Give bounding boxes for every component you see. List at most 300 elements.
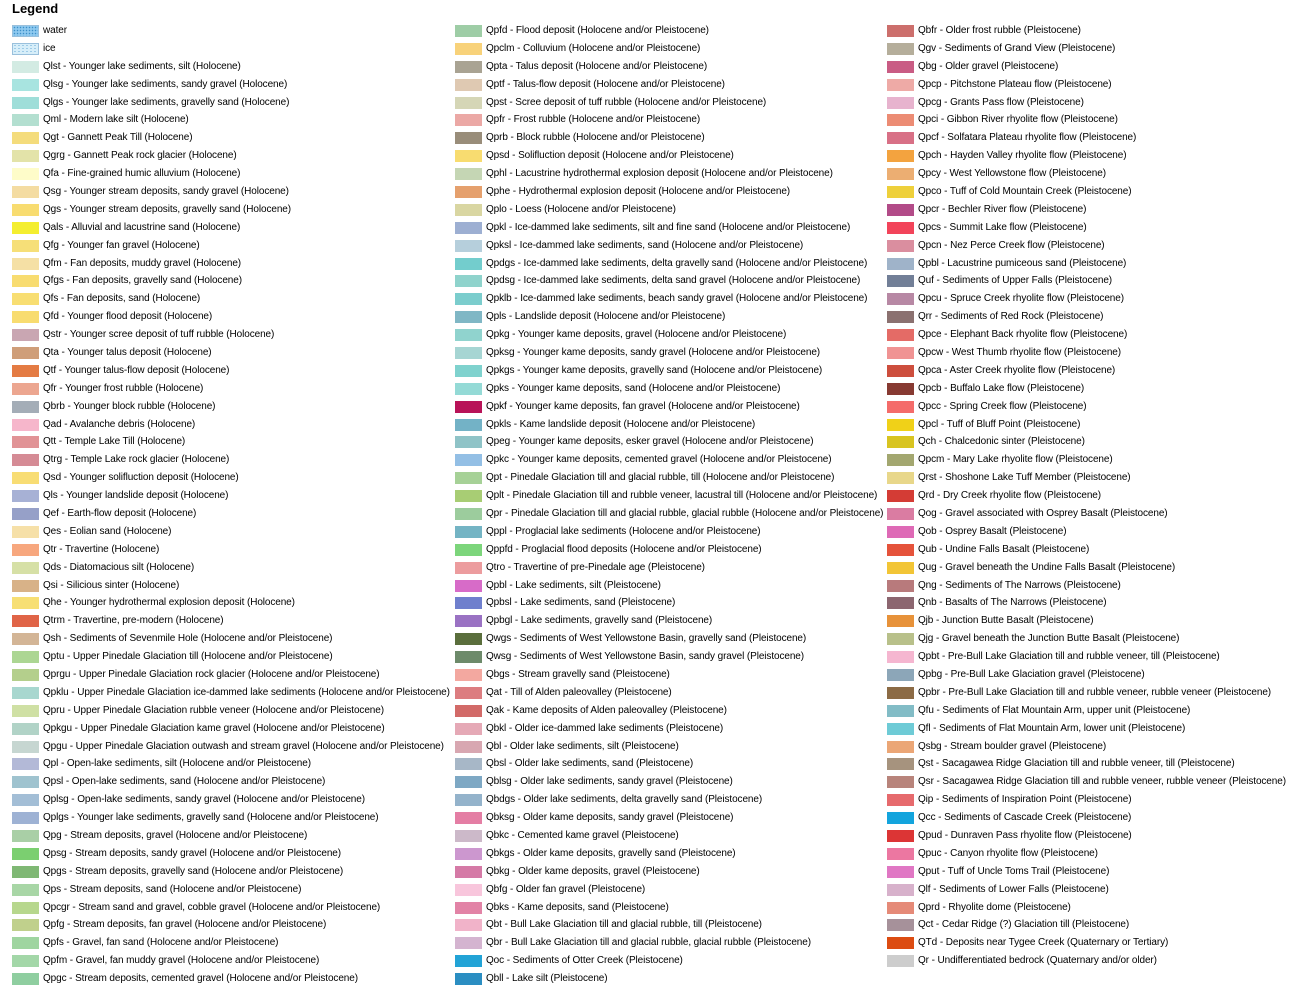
legend-item: [455, 612, 883, 630]
legend-item: [455, 22, 883, 40]
legend-item: [455, 362, 883, 380]
legend-item: [12, 523, 450, 541]
legend-label: Qpcf - Solfatara Plateau rhyolite flow (Pleistocene): [918, 132, 1137, 144]
legend-item: [887, 684, 1286, 702]
legend-item: [455, 899, 883, 917]
legend-swatch: [455, 562, 482, 574]
legend-label: Qpbgl - Lake sediments, gravelly sand (Pleistocene): [486, 615, 713, 627]
legend-item: [455, 147, 883, 165]
legend-swatch: [12, 150, 39, 162]
legend-item: [887, 344, 1286, 362]
legend-item: [12, 720, 450, 738]
legend-item: [887, 111, 1286, 129]
legend-label: Qpfr - Frost rubble (Holocene and/or Pleistocene): [486, 114, 701, 126]
legend-label: Qnb - Basalts of The Narrows (Pleistocene): [918, 597, 1107, 609]
legend-label: Qrd - Dry Creek rhyolite flow (Pleistocene): [918, 490, 1101, 502]
legend-label: Qpklb - Ice-dammed lake sediments, beach sandy gravel (Holocene and/or Pleistocene): [486, 293, 868, 305]
legend-item: [12, 165, 450, 183]
legend-swatch: [455, 651, 482, 663]
legend-label: Qpsd - Solifluction deposit (Holocene and/or Pleistocene): [486, 150, 734, 162]
legend-swatch: [887, 472, 914, 484]
legend-item: [455, 863, 883, 881]
legend-item: [887, 165, 1286, 183]
legend-swatch: [887, 651, 914, 663]
legend-item: [887, 147, 1286, 165]
legend-item: [12, 738, 450, 756]
legend-label: Qng - Sediments of The Narrows (Pleistocene): [918, 579, 1121, 591]
legend-swatch: [12, 401, 39, 413]
legend-swatch: [455, 186, 482, 198]
legend-label: Qpl - Open-lake sediments, silt (Holocene and/or Pleistocene): [43, 758, 311, 770]
legend-swatch: [12, 794, 39, 806]
legend-item: [12, 380, 450, 398]
legend-item: [455, 201, 883, 219]
legend-item: [455, 630, 883, 648]
legend-item: [455, 255, 883, 273]
legend-label: Qbll - Lake silt (Pleistocene): [486, 973, 608, 985]
legend-item: [12, 183, 450, 201]
legend-label: Qsr - Sacagawea Ridge Glaciation till and rubble veneer, rubble veneer (Pleistocene): [918, 776, 1286, 788]
legend-item: [887, 469, 1286, 487]
legend-label: Qpkls - Kame landslide deposit (Holocene and/or Pleistocene): [486, 418, 756, 430]
legend-label: Qpbr - Pre-Bull Lake Glaciation till and rubble veneer, rubble veneer (Pleistocene): [918, 686, 1272, 698]
legend-swatch: [12, 508, 39, 520]
legend-label: Qplgs - Younger lake sediments, gravelly sand (Holocene and/or Pleistocene): [43, 812, 379, 824]
legend-item: [12, 899, 450, 917]
legend-item: [12, 290, 450, 308]
legend-swatch: [455, 43, 482, 55]
legend-item: [12, 219, 450, 237]
legend-label: Qfa - Fine-grained humic alluvium (Holocene): [43, 168, 241, 180]
legend-swatch: [12, 347, 39, 359]
legend-swatch: [887, 258, 914, 270]
legend-label: Qpbl - Lacustrine pumiceous sand (Pleistocene): [918, 257, 1127, 269]
legend-item: [887, 702, 1286, 720]
legend-item: [12, 702, 450, 720]
legend-item: [887, 129, 1286, 147]
legend-label: Qcc - Sediments of Cascade Creek (Pleistocene): [918, 812, 1132, 824]
legend-swatch: [12, 651, 39, 663]
legend-item: [12, 970, 450, 988]
legend-item: [455, 791, 883, 809]
legend-item: [887, 22, 1286, 40]
legend-item: [455, 416, 883, 434]
legend-item: [455, 111, 883, 129]
legend-item: [455, 290, 883, 308]
legend-item: [887, 845, 1286, 863]
legend-item: [12, 612, 450, 630]
legend-item: [455, 684, 883, 702]
legend-swatch: [455, 114, 482, 126]
legend-item: [12, 827, 450, 845]
legend-swatch: [455, 258, 482, 270]
legend-label: Qbg - Older gravel (Pleistocene): [918, 60, 1059, 72]
legend-label: Qds - Diatomacious silt (Holocene): [43, 561, 195, 573]
legend-swatch: [887, 79, 914, 91]
legend-swatch: [887, 830, 914, 842]
legend-item: [12, 237, 450, 255]
legend-label: Qpgc - Stream deposits, cemented gravel (Holocene and/or Pleistocene): [43, 973, 358, 985]
legend-item: [12, 881, 450, 899]
legend-swatch: [455, 132, 482, 144]
legend-label: Qct - Cedar Ridge (?) Glaciation till (Pleistocene): [918, 919, 1130, 931]
legend-swatch: [887, 97, 914, 109]
legend-label: Qpcg - Grants Pass flow (Pleistocene): [918, 96, 1084, 108]
legend-label: Qoc - Sediments of Otter Creek (Pleistocene): [486, 955, 683, 967]
legend-item: [887, 648, 1286, 666]
legend-label: Qpr - Pinedale Glaciation till and glacial rubble, glacial rubble (Holocene and/or Pleistocene): [486, 507, 884, 519]
legend-item: [455, 469, 883, 487]
legend-swatch: [887, 794, 914, 806]
legend-label: Qes - Eolian sand (Holocene): [43, 525, 172, 537]
legend-item: [887, 773, 1286, 791]
legend-item: [455, 237, 883, 255]
legend-swatch: [12, 562, 39, 574]
legend-label: Qps - Stream deposits, sand (Holocene and/or Pleistocene): [43, 883, 302, 895]
legend-item: [455, 702, 883, 720]
legend-label: Qbsl - Older lake sediments, sand (Pleistocene): [486, 758, 694, 770]
legend-item: [455, 881, 883, 899]
legend-swatch: [455, 937, 482, 949]
legend-item: [455, 165, 883, 183]
legend-label: Qtt - Temple Lake Till (Holocene): [43, 436, 186, 448]
legend-item: [455, 595, 883, 613]
legend-label: Qgrg - Gannett Peak rock glacier (Holocene): [43, 150, 237, 162]
legend-label: Qak - Kame deposits of Alden paleovalley (Pleistocene): [486, 704, 727, 716]
legend-swatch: [887, 884, 914, 896]
legend-swatch: [12, 168, 39, 180]
legend-swatch: [887, 866, 914, 878]
legend-item: [12, 505, 450, 523]
legend-item: [12, 648, 450, 666]
legend-item: [12, 344, 450, 362]
legend-label: Qppfd - Proglacial flood deposits (Holocene and/or Pleistocene): [486, 543, 762, 555]
legend-label: Qpclm - Colluvium (Holocene and/or Pleistocene): [486, 42, 701, 54]
legend-label: Qpru - Upper Pinedale Glaciation rubble veneer (Holocene and/or Pleistocene): [43, 704, 384, 716]
legend-swatch: [455, 615, 482, 627]
legend-swatch: [12, 132, 39, 144]
legend-swatch: [887, 132, 914, 144]
legend-item: [887, 720, 1286, 738]
legend-label: Qog - Gravel associated with Osprey Basalt (Pleistocene): [918, 507, 1168, 519]
legend-item: [455, 451, 883, 469]
legend-label: Qpci - Gibbon River rhyolite flow (Pleistocene): [918, 114, 1118, 126]
legend-item: [12, 416, 450, 434]
legend-label: Qpsg - Stream deposits, sandy gravel (Holocene and/or Pleistocene): [43, 847, 342, 859]
legend-swatch: [12, 615, 39, 627]
legend-item: [12, 791, 450, 809]
legend-label: Qfm - Fan deposits, muddy gravel (Holocene): [43, 257, 242, 269]
legend-label: Qta - Younger talus deposit (Holocene): [43, 346, 212, 358]
legend-item: [887, 308, 1286, 326]
legend-label: Qpt - Pinedale Glaciation till and glacial rubble, till (Holocene and/or Pleistocene): [486, 472, 835, 484]
legend-item: [455, 845, 883, 863]
legend-item: [12, 809, 450, 827]
legend-item: [455, 648, 883, 666]
legend-swatch: [887, 562, 914, 574]
legend-label: Qprgu - Upper Pinedale Glaciation rock glacier (Holocene and/or Pleistocene): [43, 669, 380, 680]
legend-item: [887, 183, 1286, 201]
legend-label: Qpbt - Pre-Bull Lake Glaciation till and rubble veneer, till (Pleistocene): [918, 651, 1220, 663]
legend-swatch: [455, 275, 482, 287]
legend-swatch: [887, 419, 914, 431]
legend-item: [12, 451, 450, 469]
legend-label: Qptf - Talus-flow deposit (Holocene and/or Pleistocene): [486, 78, 725, 90]
legend-label: Qpkgu - Upper Pinedale Glaciation kame gravel (Holocene and/or Pleistocene): [43, 722, 385, 734]
legend-item: [12, 22, 450, 40]
legend-item: [12, 255, 450, 273]
legend-swatch: [887, 347, 914, 359]
legend-item: [455, 541, 883, 559]
legend-item: [887, 791, 1286, 809]
legend-item: [887, 94, 1286, 112]
legend-item: [455, 577, 883, 595]
legend-item: [455, 952, 883, 970]
legend-label: Qphe - Hydrothermal explosion deposit (Holocene and/or Pleistocene): [486, 185, 791, 197]
legend-label: Qfl - Sediments of Flat Mountain Arm, lower unit (Pleistocene): [918, 722, 1186, 734]
legend-item: [12, 756, 450, 774]
legend-item: [455, 523, 883, 541]
legend-label: Qpksl - Ice-dammed lake sediments, sand (Holocene and/or Pleistocene): [486, 239, 804, 251]
legend-swatch: [887, 776, 914, 788]
legend-swatch: [455, 508, 482, 520]
legend-label: Qch - Chalcedonic sinter (Pleistocene): [918, 436, 1085, 448]
legend-swatch: [455, 25, 482, 37]
legend-label: Qbrb - Younger block rubble (Holocene): [43, 400, 216, 412]
legend-label: Qpcs - Summit Lake flow (Pleistocene): [918, 221, 1087, 233]
legend-label: Qtrm - Travertine, pre-modern (Holocene): [43, 615, 224, 627]
legend-label: Qpcgr - Stream sand and gravel, cobble gravel (Holocene and/or Pleistocene): [43, 901, 381, 913]
legend-item: [887, 487, 1286, 505]
legend-item: [887, 380, 1286, 398]
legend-item: [12, 666, 450, 684]
legend-label: Qpcu - Spruce Creek rhyolite flow (Pleistocene): [918, 293, 1124, 305]
legend-item: [455, 827, 883, 845]
legend-swatch: [12, 222, 39, 234]
legend-label: Qpca - Aster Creek rhyolite flow (Pleistocene): [918, 364, 1116, 376]
legend-item: [455, 94, 883, 112]
legend-label: Qef - Earth-flow deposit (Holocene): [43, 507, 197, 519]
legend-item: [455, 58, 883, 76]
legend-item: [887, 433, 1286, 451]
legend-item: [12, 863, 450, 881]
legend-item: [455, 219, 883, 237]
legend-item: [12, 76, 450, 94]
legend-item: [455, 809, 883, 827]
legend-swatch: [455, 902, 482, 914]
legend-swatch: [12, 365, 39, 377]
legend-label: Qpg - Stream deposits, gravel (Holocene and/or Pleistocene): [43, 830, 308, 842]
legend-swatch: [887, 114, 914, 126]
legend-swatch: [455, 79, 482, 91]
legend-item: [887, 559, 1286, 577]
legend-swatch: [12, 919, 39, 931]
legend-swatch: [12, 597, 39, 609]
legend-swatch: [455, 150, 482, 162]
legend-item: [887, 272, 1286, 290]
legend-item: [887, 523, 1286, 541]
legend-swatch: [12, 902, 39, 914]
legend-label: Qst - Sacagawea Ridge Glaciation till and rubble veneer, till (Pleistocene): [918, 758, 1235, 770]
legend-label: Qpcy - West Yellowstone flow (Pleistocene): [918, 168, 1106, 180]
legend-label: Qplo - Loess (Holocene and/or Pleistocene): [486, 203, 676, 215]
legend-label: Qptu - Upper Pinedale Glaciation till (Holocene and/or Pleistocene): [43, 651, 333, 663]
legend-item: [12, 559, 450, 577]
legend-swatch: [887, 43, 914, 55]
legend-item: [887, 219, 1286, 237]
legend-label: Qwsg - Sediments of West Yellowstone Basin, sandy gravel (Pleistocene): [486, 651, 804, 663]
legend-item: [455, 738, 883, 756]
legend-swatch: [887, 508, 914, 520]
legend-label: Qpkc - Younger kame deposits, cemented gravel (Holocene and/or Pleistocene): [486, 454, 832, 466]
legend-item: [12, 272, 450, 290]
legend-label: Qug - Gravel beneath the Undine Falls Basalt (Pleistocene): [918, 561, 1176, 573]
legend-swatch: [455, 955, 482, 967]
legend-swatch: [12, 830, 39, 842]
legend-label: Qr - Undifferentiated bedrock (Quaternary and/or older): [918, 955, 1157, 967]
legend-swatch: [12, 633, 39, 645]
legend-item: [455, 40, 883, 58]
legend-label: Qpfg - Stream deposits, fan gravel (Holocene and/or Pleistocene): [43, 919, 327, 931]
legend-swatch: [12, 866, 39, 878]
legend-swatch: [455, 347, 482, 359]
legend-swatch: [12, 114, 39, 126]
legend-label: Qbfg - Older fan gravel (Pleistocene): [486, 883, 646, 895]
legend-item: [455, 505, 883, 523]
legend-swatch: [12, 311, 39, 323]
legend-swatch: [887, 758, 914, 770]
legend-swatch: [887, 544, 914, 556]
legend-swatch: [887, 222, 914, 234]
legend-item: [887, 58, 1286, 76]
legend-label: Qstr - Younger scree deposit of tuff rubble (Holocene): [43, 329, 275, 341]
legend-swatch: [887, 275, 914, 287]
legend-swatch: [12, 669, 39, 681]
legend-swatch: [12, 812, 39, 824]
legend-item: [12, 201, 450, 219]
legend-swatch: [887, 633, 914, 645]
legend-item: [12, 952, 450, 970]
legend-label: Qpcl - Tuff of Bluff Point (Pleistocene): [918, 418, 1081, 430]
legend-swatch: [887, 204, 914, 216]
legend-label: Qgv - Sediments of Grand View (Pleistocene): [918, 42, 1116, 54]
legend-swatch: [12, 937, 39, 949]
legend-item: [455, 487, 883, 505]
legend-item: [455, 720, 883, 738]
legend-swatch: [455, 365, 482, 377]
legend-item: [455, 666, 883, 684]
legend-swatch: [887, 723, 914, 735]
legend-item: [455, 773, 883, 791]
legend-label: Qtr - Travertine (Holocene): [43, 543, 160, 555]
legend-swatch: [12, 186, 39, 198]
legend-item: [887, 899, 1286, 917]
legend-item: [12, 577, 450, 595]
legend-swatch: [887, 490, 914, 502]
legend-item: [12, 433, 450, 451]
legend-label: Qml - Modern lake silt (Holocene): [43, 114, 189, 126]
legend-label: Qpbg - Pre-Bull Lake Glaciation gravel (Pleistocene): [918, 669, 1145, 680]
legend-label: Qpcp - Pitchstone Plateau flow (Pleistocene): [918, 78, 1112, 90]
legend-swatch: [887, 25, 914, 37]
legend-swatch: [887, 580, 914, 592]
legend-label: Qgt - Gannett Peak Till (Holocene): [43, 132, 193, 144]
legend-item: [12, 111, 450, 129]
legend-swatch: [887, 436, 914, 448]
legend-swatch: [887, 687, 914, 699]
legend-swatch: [455, 168, 482, 180]
legend-swatch: [12, 97, 39, 109]
legend-swatch: [12, 329, 39, 341]
legend-item: [887, 326, 1286, 344]
legend-item: [887, 881, 1286, 899]
legend-item: [887, 595, 1286, 613]
legend-swatch: [887, 401, 914, 413]
legend-label: Qlf - Sediments of Lower Falls (Pleistocene): [918, 883, 1109, 895]
legend-label: Qpuc - Canyon rhyolite flow (Pleistocene): [918, 847, 1098, 859]
legend-label: Qsbg - Stream boulder gravel (Pleistocene): [918, 740, 1107, 752]
legend-label: Qsg - Younger stream deposits, sandy gravel (Holocene): [43, 185, 289, 197]
legend-item: [12, 934, 450, 952]
legend-swatch: [887, 597, 914, 609]
legend-item: [12, 326, 450, 344]
legend-label: Qfd - Younger flood deposit (Holocene): [43, 311, 213, 323]
legend-swatch: [887, 329, 914, 341]
legend-item: [887, 630, 1286, 648]
legend-label: Qplsg - Open-lake sediments, sandy gravel (Holocene and/or Pleistocene): [43, 794, 365, 806]
legend-swatch: [887, 293, 914, 305]
legend-label: Qbr - Bull Lake Glaciation till and glacial rubble, glacial rubble (Pleistocene): [486, 937, 811, 949]
legend-item: [887, 40, 1286, 58]
legend-swatch: [455, 597, 482, 609]
legend-label: Qpkgs - Younger kame deposits, gravelly sand (Holocene and/or Pleistocene): [486, 364, 823, 376]
legend-label: Qpco - Tuff of Cold Mountain Creek (Pleistocene): [918, 185, 1132, 197]
legend-label: Qlst - Younger lake sediments, silt (Holocene): [43, 60, 241, 72]
legend-item: [12, 630, 450, 648]
legend-swatch: [455, 490, 482, 502]
legend-swatch: [887, 168, 914, 180]
legend-label: Qbfr - Older frost rubble (Pleistocene): [918, 24, 1081, 36]
legend-swatch: [12, 490, 39, 502]
legend-label: Qpcw - West Thumb rhyolite flow (Pleistocene): [918, 346, 1121, 358]
legend-swatch: [887, 61, 914, 73]
legend-swatch: [12, 454, 39, 466]
legend-item: [12, 917, 450, 935]
legend-item: [12, 845, 450, 863]
legend-swatch: [12, 955, 39, 967]
legend-swatch: [12, 741, 39, 753]
legend-swatch: [887, 311, 914, 323]
legend-item: [887, 362, 1286, 380]
legend-item: [887, 827, 1286, 845]
legend-item: [12, 129, 450, 147]
legend-label: Qpdgs - Ice-dammed lake sediments, delta gravelly sand (Holocene and/or Pleistocene): [486, 257, 868, 269]
legend-label: ice: [43, 42, 56, 54]
legend-swatch: [887, 902, 914, 914]
legend-item: [887, 809, 1286, 827]
legend-swatch: [12, 580, 39, 592]
legend-item: [12, 469, 450, 487]
legend-item: [455, 433, 883, 451]
legend-label: Qpta - Talus deposit (Holocene and/or Pleistocene): [486, 60, 708, 72]
legend-swatch: [455, 741, 482, 753]
legend-swatch: [455, 973, 482, 985]
legend-label: Qblsg - Older lake sediments, sandy gravel (Pleistocene): [486, 776, 733, 788]
legend-swatch: [12, 258, 39, 270]
legend-label: Qbkl - Older ice-dammed lake sediments (Pleistocene): [486, 722, 724, 734]
legend-item: [887, 612, 1286, 630]
legend-item: [887, 76, 1286, 94]
